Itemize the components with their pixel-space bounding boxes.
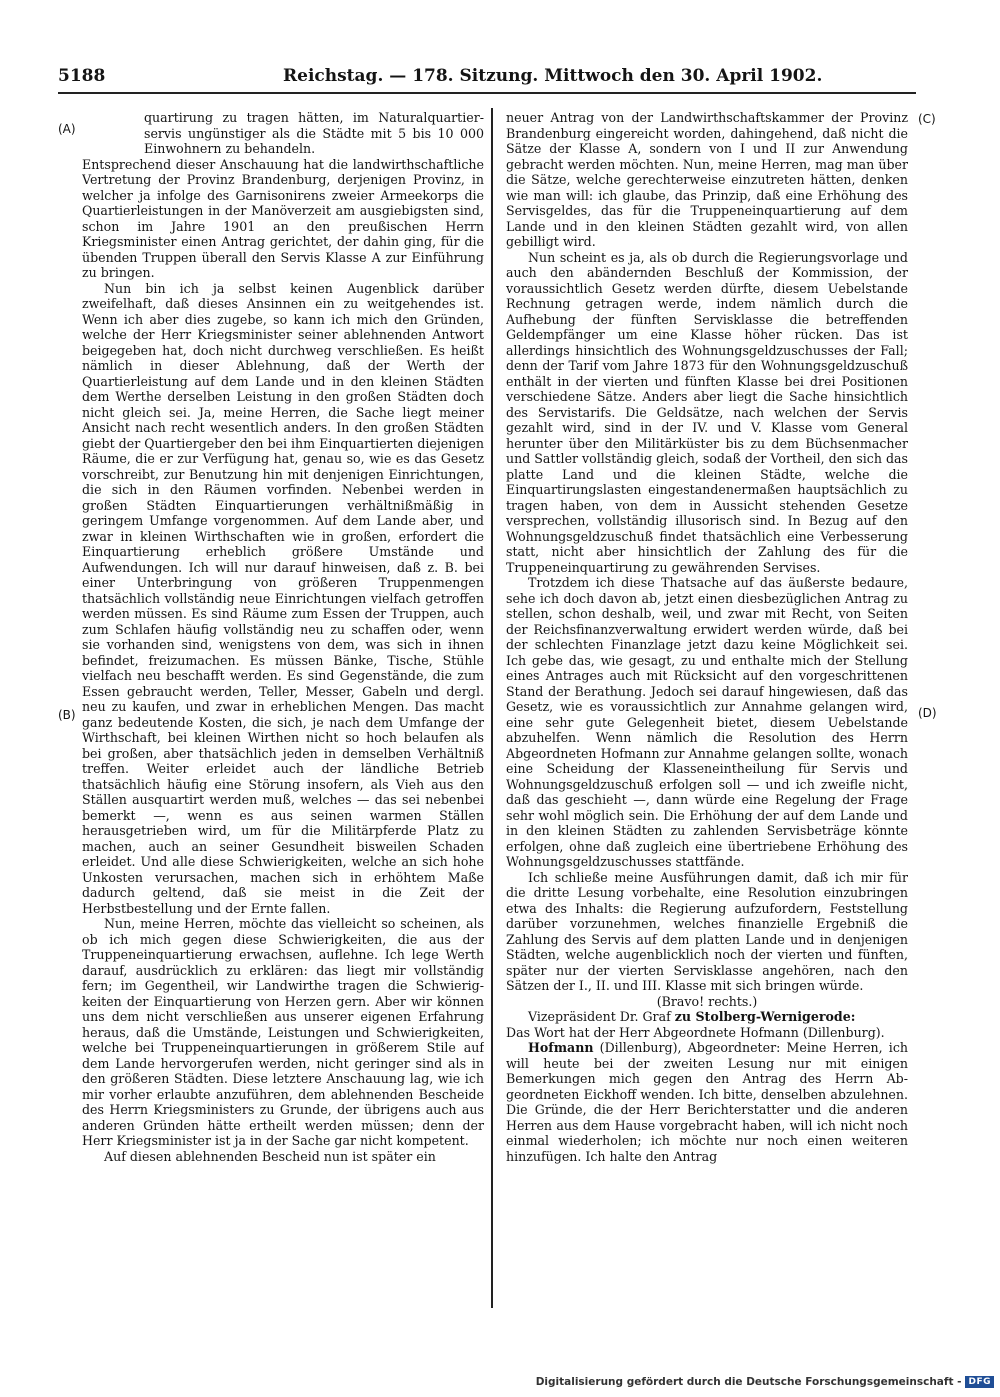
paragraph: Ich schließe meine Ausführungen damit, daß ich mir für die dritte Lesung vorbehalte, eine Resolution einzubringen etwa des Inhalts: die Regierung aufzufordern, Feststellung darüber vorzunehmen, welches finanzielle Ergebniß die Zahlung des Servis auf dem platten Lande und in denjenigen Städten, welche augenblicklich noch der vierten und fünften, später nur der vierten Servisklasse angehören, nach den Sätzen der I., II. und III. Klasse mit sich bringen würde. xyxy=(506,869,908,993)
page-number: 5188 xyxy=(58,66,106,86)
paragraph: quartirung zu tragen hätten, im Naturalquartierservis ungünstiger als die Städte mit 5 bis 10 000 Einwohnern zu behandeln. xyxy=(144,110,484,156)
margin-mark-a: (A) xyxy=(58,122,76,136)
page-header xyxy=(58,62,916,92)
footer xyxy=(536,1375,994,1389)
vice-president-prefix: Vizepräsident Dr. Graf xyxy=(528,1009,675,1024)
vice-president-name: zu Stolberg-Wernigerode: xyxy=(674,1009,856,1024)
speaker-name: Hofmann xyxy=(528,1040,594,1055)
paragraph: Nun scheint es ja, als ob durch die Regierungsvorlage und auch den abändernden Beschluß der Kommission, der voraussichtlich Gesetz werden dürfte, diesem Uebelstande Rechnung getragen werde, indem nämlich durch die Aufhebung der fünften Servisklasse die betreffenden Geldempfänger um eine Klasse höher rücken. Das ist allerdings hinsichtlich des Wohnungsgeldzuschusses der Fall; denn der Tarif vom Jahre 1873 für den Wohnungsgeldzuschuß enthält in der vierten und fünften Klasse bei drei Positionen verschiedene Sätze. Anders aber liegt die Sache hinsichtlich des Servistarifs. Die Geldsätze, nach welchen der Servis gezahlt wird, sind in der IV. und V. Klasse vom General herunter über den Militärküster bis zu dem Büchsenmacher und Sattler vollständig gleich, sodaß der Vortheil, den sich das platte Land und die kleinen Städte, welche die Einquartirungslasten eingestandenermaßen hauptsächlich zu tragen haben, von dem in Aussicht stehenden Gesetze versprechen, vollständig illusorisch sind. In Bezug auf den Wohnungsgeldzuschuß findet thatsächlich eine Verbesserung statt, nicht aber hinsichtlich der Zahlung des für die Truppeneinquartirung zu gewährenden Servises. xyxy=(506,249,908,575)
margin-mark-c: (C) xyxy=(918,112,936,126)
right-column xyxy=(506,110,908,1288)
footer-text: Digitalisierung gefördert durch die Deutsche Forschungsgemeinschaft - xyxy=(535,1376,962,1388)
speech-paragraph xyxy=(506,1040,908,1164)
paragraph: neuer Antrag von der Landwirthschaftskammer der Provinz Brandenburg eingereicht worden, dahingehend, daß nicht die Sätze der Klasse A, sondern von I und II zur Anwendung gebracht werden möchten. Nun, meine Herren, mag man über die Sätze, welche gerechterweise einzutreten hätten, denken wie man will: ich glaube, das Prinzip, daß eine Erhöhung des Servisgeldes, das für die Truppeneinquartierung auf dem Lande und in den kleinen Städten gezahlt wird, von allen gebilligt wird. xyxy=(506,110,908,249)
column-divider xyxy=(491,108,493,1308)
paragraph: Auf diesen ablehnenden Bescheid nun ist später ein xyxy=(104,1148,436,1164)
paragraph: Trotzdem ich diese Thatsache auf das äußerste bedaure, sehe ich doch davon ab, jetzt einen diesbezüglichen Antrag zu stellen, schon deshalb, weil, und zwar mit Recht, von Seiten der Reichsfinanzverwaltung erwidert werden würde, daß bei der schlechten Finanzlage jetzt dazu keine Möglichkeit sei. Ich gebe das, wie gesagt, zu und enthalte mich der Stellung eines Antrages auch mit Rücksicht auf den vorgeschrittenen Stand der Berathung. Jedoch sei darauf hingewiesen, daß das Gesetz, wie es voraussichtlich zur Annahme gelangen wird, eine sehr gute Gelegenheit bietet, diesem Uebelstande abzuhelfen. Wenn nämlich die Resolution des Herrn Abgeordneten Hofmann zur Annahme gelangen sollte, wonach eine Scheidung der Klasseneintheilung für Servis und Wohnungsgeldzuschuß erfolgen soll — und ich zweifle nicht, daß das geschieht —, dann würde eine Regelung der Frage sehr wohl möglich sein. Die Erhöhung der auf dem Lande und in den kleinen Städten zu zahlenden Servisbeträge könnte erfolgen, ohne daß zugleich eine übertriebene Erhöhung des Wohnungsgeldzuschusses stattfände. xyxy=(506,575,908,869)
margin-mark-b: (B) xyxy=(58,708,76,722)
dfg-logo: DFG xyxy=(965,1376,994,1388)
paragraph: Nun, meine Herren, möchte das vielleicht so scheinen, als ob ich mich gegen diese Schwierigkeiten, die aus der Truppeneinquartierung erwachsen, auflehne. Ich lege Werth darauf, ausdrücklich zu erklären: das liegt mir vollständig fern; im Gegentheil, wir Landwirthe tragen die Schwierigkeiten der Einquartierung von Herzen gern. Aber wir können uns dem nicht verschließen aus unserer eigenen Erfahrung heraus, daß die Umstände, Leistungen und Schwierigkeiten, welche bei Truppeneinquartierungen in größerem Stile auf dem Lande hervorgerufen werden, nicht geringer sind als in den größeren Städten. Diese letztere Anschauung lag, wie ich mir vorher erlaubte anzuführen, dem ablehnenden Bescheide des Herrn Kriegsministers zu Grunde, der übrigens auch aus anderen Gründen hätte ertheilt werden müssen; denn der Herr Kriegsminister ist ja in der Sache gar nicht kompetent. xyxy=(82,916,484,1148)
paragraph: Nun bin ich ja selbst keinen Augenblick darüber zweifelhaft, daß dieses Ansinnen ein zu weitgehendes ist. Wenn ich aber dies zugebe, so kann ich mich den Gründen, welche der Herr Kriegsminister seiner ablehnenden Antwort beigegeben hat, doch nicht durchweg verschließen. Es heißt nämlich in dieser Ablehnung, daß der Werth der Quartierleistung auf dem Lande und in den kleinen Städten dem Werthe derselben Leistung in den großen Städten doch nicht gleich sei. Ja, meine Herren, die Sache liegt meiner Ansicht nach recht wesentlich anders. In den großen Städten giebt der Quartiergeber den bei ihm Einquartierten diejenigen Räume, die er zur Verfügung hat, genau so, wie es das Gesetz vorschreibt, zur Benutzung hin mit denjenigen Einrichtungen, die sich in den Räumen vorfinden. Nebenbei werden in großen Städten Einquartierungen verhältnißmäßig in geringem Umfange vorgenommen. Auf dem Lande aber, und zwar in kleinen Wirthschaften wie in großen, erfordert die Einquartierung erheblich größere Umstände und Aufwendungen. Ich will nur darauf hinweisen, daß z. B. bei einer Unterbringung von größeren Truppenmengen thatsächlich vollständig neue Einrichtungen vielfach getroffen werden müssen. Es sind Räume zum Essen der Truppen, auch zum Schlafen häufig vollständig neu zu schaffen oder, wenn sie vorhanden sind, wenigstens von dem, was sich in ihnen befindet, freizumachen. Es müssen Bänke, Tische, Stühle vielfach neu beschafft werden. Es sind Gegenstände, die zum Essen gebraucht werden, Teller, Messer, Gabeln und dergl. neu zu kaufen, und zwar in erheblichen Mengen. Das macht ganz bedeutende Kosten, die sich, je nach dem Umfange der Wirthschaft, bei kleinen Wirthen nicht so hoch belaufen als bei großen, aber thatsächlich jeden in demselben Verhältniß treffen. Weiter erleidet auch der ländliche Betrieb thatsächlich häufig eine Störung insofern, als Vieh aus den Ställen ausquartirt werden muß, welches — das sei nebenbei bemerkt —, wenn es aus seinen warmen Ställen herausgetrieben wird, um für die Militärpferde Platz zu machen, auch an seiner Gesundheit bisweilen Schaden erleidet. Und alle diese Schwierigkeiten, welche an sich hohe Unkosten verursachen, machen sich in erhöhtem Maße dadurch geltend, daß sie meist in die Zeit der Herbstbestellung und der Ernte fallen. xyxy=(82,280,484,916)
margin-mark-d: (D) xyxy=(918,706,937,720)
header-rule xyxy=(58,92,916,94)
left-column xyxy=(82,110,484,1288)
running-title: Reichstag. — 178. Sitzung. Mittwoch den 30. April 1902. xyxy=(283,66,823,86)
speech-text: (Dillenburg), Abgeordneter: Meine Herren, ich will heute bei der zweiten Lesung nur mit einigen Bemerkungen mich gegen den Antrag des Herrn Abgeordneten Eickhoff wenden. Ich bitte, denselben abzulehnen. Die Gründe, die der Herr Berichterstatter und die anderen Herren aus dem Hause vorgebracht haben, will ich nicht noch einmal wiederholen; ich möchte nur noch einen weiteren hinzufügen. Ich halte den Antrag xyxy=(506,1040,908,1164)
paragraph: Entsprechend dieser Anschauung hat die landwirthschaftliche Vertretung der Provinz Brandenburg, derjenigen Provinz, in welcher ja infolge des Garnisonirens zweier Armeekorps die Quartierleistungen in der Manöverzeit am ausgiebigsten sind, schon im Jahre 1901 an den preußischen Herrn Kriegsminister einen Antrag gerichtet, der dahin ging, für die übenden Truppen überall den Servis Klasse A zur Einführung zu bringen. xyxy=(82,156,484,280)
vice-president-statement xyxy=(506,1009,908,1025)
vice-president-text: Das Wort hat der Herr Abgeordnete Hofmann (Dillenburg). xyxy=(506,1024,885,1040)
applause-note: (Bravo! rechts.) xyxy=(656,993,758,1009)
